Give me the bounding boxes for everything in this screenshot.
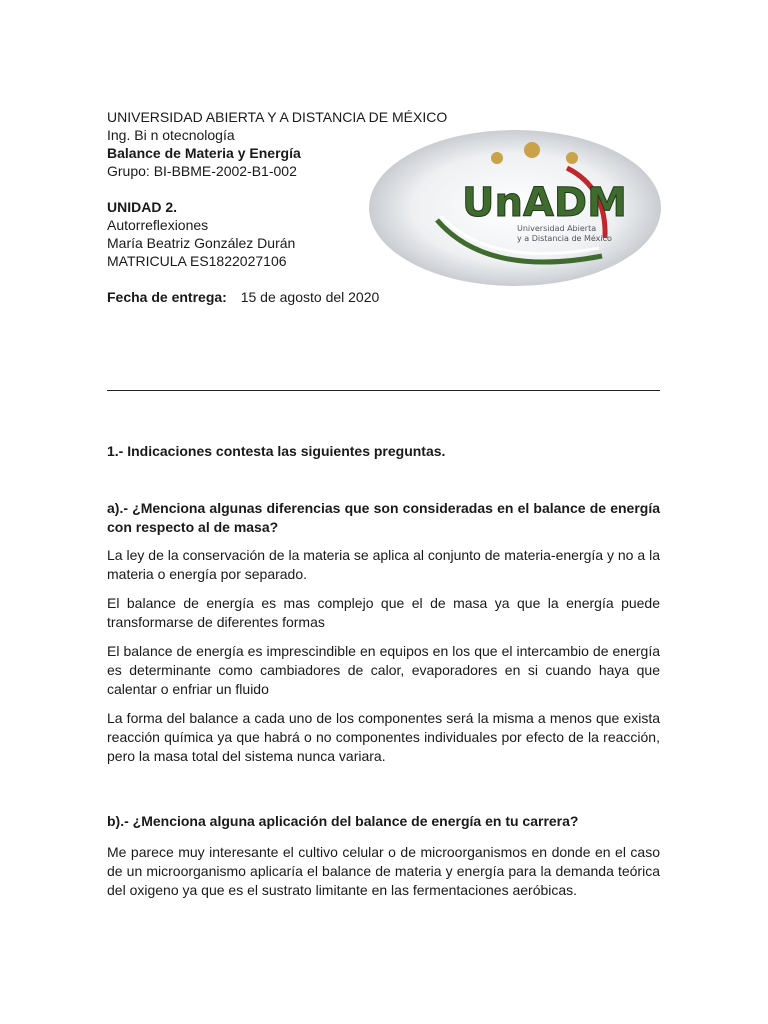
question-a <box>107 499 660 766</box>
university-name: UNIVERSIDAD ABIERTA Y A DISTANCIA DE MÉXICO <box>107 109 448 125</box>
activity-name: Autorreflexiones <box>107 217 209 233</box>
delivery-date: 15 de agosto del 2020 <box>240 289 380 305</box>
question-b <box>107 812 660 900</box>
answer-a-paragraph: La forma del balance a cada uno de los componentes será la misma a menos que exista reacción química ya que habrá o no componentes individuales por efecto de la reacción, pero la masa total del sistema nunca variara. <box>107 710 660 764</box>
unit-title: UNIDAD 2. <box>107 199 178 215</box>
logo-subtitle-2: y a Distancia de México <box>517 234 612 243</box>
course-name: Balance de Materia y Energía <box>107 145 301 161</box>
logo-wordmark: UnADM <box>462 180 627 226</box>
logo-gear-icon <box>491 152 503 164</box>
question-b-title: b).- ¿Menciona alguna aplicación del balance de energía en tu carrera? <box>107 813 579 829</box>
answer-a-paragraph: La ley de la conservación de la materia se aplica al conjunto de materia-energía y no a la materia o energía por separado. <box>107 547 660 582</box>
section-heading: 1.- Indicaciones contesta las siguientes preguntas. <box>107 443 446 459</box>
answer-a-paragraph: El balance de energía es imprescindible en equipos en los que el intercambio de energía es determinante como cambiadores de calor, evaporadores en si cuando haya que calentar o enfriar un fluido <box>107 643 660 697</box>
answer-b-paragraph: Me parece muy interesante el cultivo celular o de microorganismos en donde en el caso de un microorganismo aplicaría el balance de materia y energía para la demanda teórica del oxigeno ya que es el sustrato limitante en las fermentaciones aeróbicas. <box>107 844 660 898</box>
section-title <box>107 442 660 461</box>
logo-gear-icon <box>566 152 578 164</box>
separator-rule <box>107 390 660 391</box>
student-name: María Beatriz González Durán <box>107 235 296 251</box>
answer-a-paragraph: El balance de energía es mas complejo que el de masa ya que la energía puede transformarse de diferentes formas <box>107 595 660 630</box>
logo-subtitle-1: Universidad Abierta <box>517 224 597 233</box>
question-a-title: a).- ¿Menciona algunas diferencias que son consideradas en el balance de energía con respecto al de masa? <box>107 500 660 535</box>
logo-gear-icon <box>524 142 540 158</box>
program-name: Ing. Bi n otecnología <box>107 127 235 143</box>
delivery-label: Fecha de entrega: <box>107 289 227 305</box>
unadm-logo <box>367 128 663 288</box>
student-id: MATRICULA ES1822027106 <box>107 253 287 269</box>
group-code: Grupo: BI-BBME-2002-B1-002 <box>107 163 297 179</box>
delivery-date-line <box>107 288 379 306</box>
